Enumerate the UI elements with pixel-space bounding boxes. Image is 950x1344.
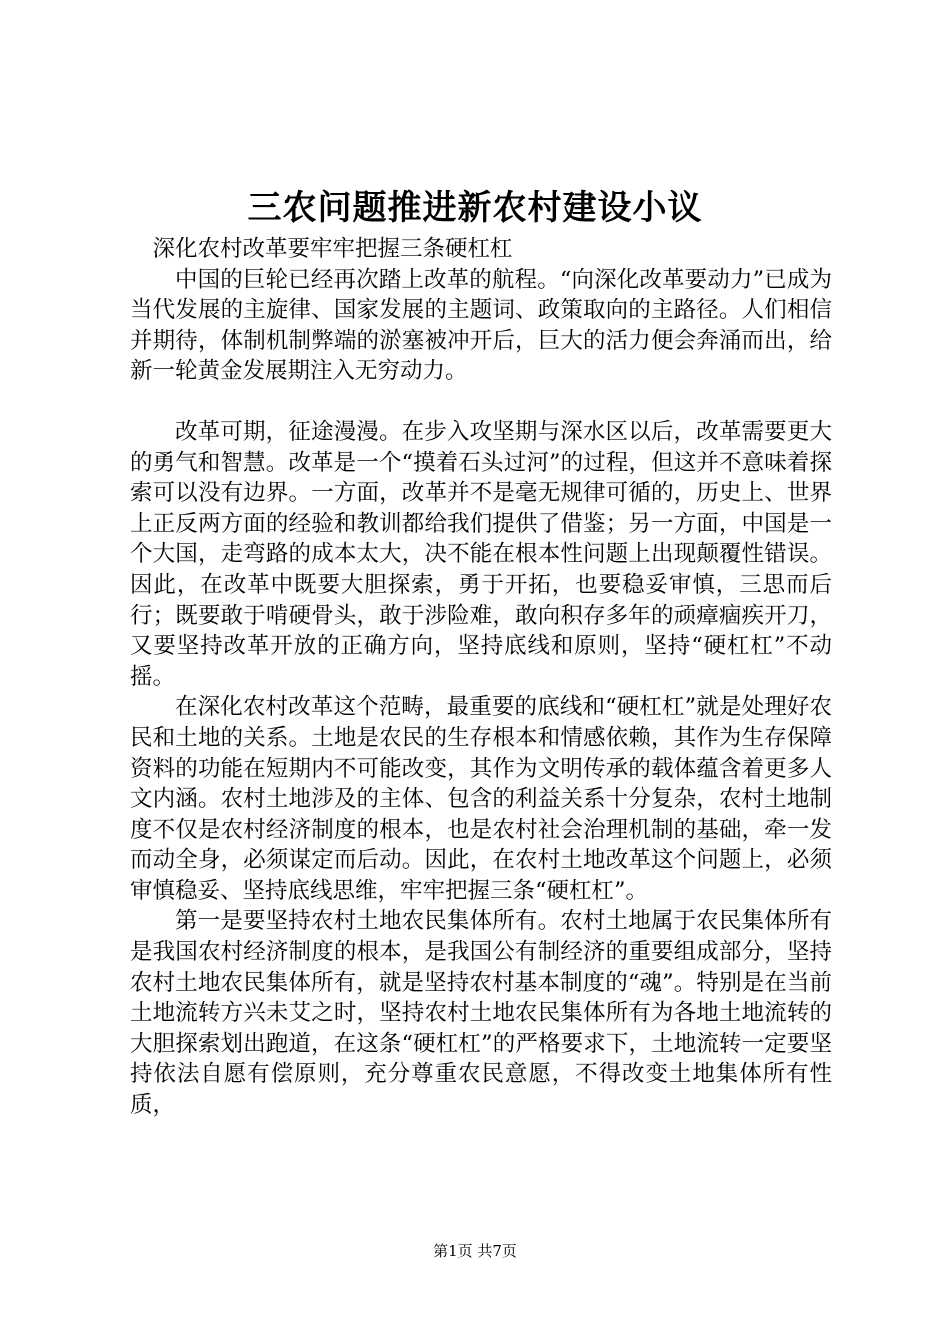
paragraph: 在深化农村改革这个范畴，最重要的底线和“硬杠杠”就是处理好农民和土地的关系。土地是农民的生存根本和情感依赖，其作为生存保障资料的功能在短期内不可能改变，其作为文明传承的载体蕴含着更多人文内涵。农村土地涉及的主体、包含的利益关系十分复杂，农村土地制度不仅是农村经济制度的根本，也是农村社会治理机制的基础，牵一发而动全身，必须谋定而后动。因此，在农村土地改革这个问题上，必须审慎稳妥、坚持底线思维，牢牢把握三条“硬杠杠”。 [130,694,832,904]
page-footer: 第1页 共7页 [433,1242,517,1260]
paragraph-gap [130,387,832,417]
document-title: 三农问题推进新农村建设小议 [247,188,703,228]
paragraph: 改革可期，征途漫漫。在步入攻坚期与深水区以后，改革需要更大的勇气和智慧。改革是一个“摸着石头过河”的过程，但这并不意味着探索可以没有边界。一方面，改革并不是毫无规律可循的，历史上、世界上正反两方面的经验和教训都给我们提供了借鉴；另一方面，中国是一个大国，走弯路的成本太大，决不能在根本性问题上出现颠覆性错误。因此，在改革中既要大胆探索，勇于开拓，也要稳妥审慎，三思而后行；既要敢于啃硬骨头，敢于涉险难，敢向积存多年的顽瘴痼疾开刀，又要坚持改革开放的正确方向，坚持底线和原则，坚持“硬杠杠”不动摇。 [130,418,832,690]
document-body [130,234,832,1121]
subtitle-line: 深化农村改革要牢牢把握三条硬杠杠 [152,236,513,262]
paragraph: 第一是要坚持农村土地农民集体所有。农村土地属于农民集体所有是我国农村经济制度的根本，是我国公有制经济的重要组成部分，坚持农村土地农民集体所有，就是坚持农村基本制度的“魂”。特别是在当前土地流转方兴未艾之时，坚持农村土地农民集体所有为各地土地流转的大胆探索划出跑道，在这条“硬杠杠”的严格要求下，土地流转一定要坚持依法自愿有偿原则，充分尊重农民意愿，不得改变土地集体所有性质， [130,908,832,1119]
paragraph: 中国的巨轮已经再次踏上改革的航程。“向深化改革要动力”已成为当代发展的主旋律、国家发展的主题词、政策取向的主路径。人们相信并期待，体制机制弊端的淤塞被冲开后，巨大的活力便会奔涌而出，给新一轮黄金发展期注入无穷动力。 [130,266,832,385]
